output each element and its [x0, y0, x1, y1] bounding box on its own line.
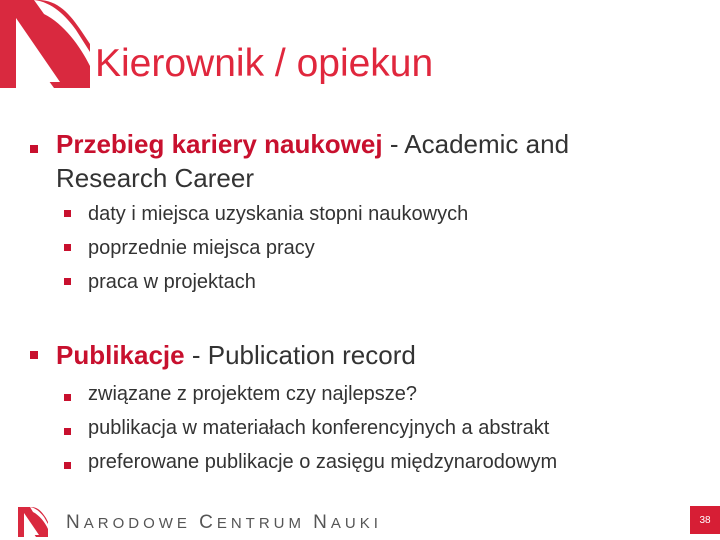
section-heading-bold: Przebieg kariery naukowej [56, 129, 383, 159]
section-heading-rest: - Academic and [382, 129, 570, 159]
footer-word: ENTRUM [216, 515, 305, 532]
footer-initial: C [199, 512, 217, 533]
bullet-marker [30, 145, 38, 153]
page-number: 38 [690, 506, 720, 534]
section-heading-line2: Research Career [56, 163, 254, 193]
footer-org-name [66, 512, 382, 534]
bullet-marker [64, 244, 71, 251]
footer-word: ARODOWE [83, 515, 191, 532]
list-item: preferowane publikacje o zasięgu międzynarodowym [88, 451, 558, 473]
bullet-marker [64, 278, 71, 285]
section-heading-rest: - Publication record [184, 340, 416, 370]
section-heading [56, 127, 656, 195]
slide-title: Kierownik / opiekun [95, 42, 434, 85]
list-item: poprzednie miejsca pracy [88, 237, 315, 259]
list-item: daty i miejsca uzyskania stopni naukowych [88, 203, 469, 225]
bullet-marker [64, 394, 71, 401]
section-heading [56, 338, 656, 372]
bullet-marker [64, 210, 71, 217]
footer-initial: N [313, 512, 331, 533]
ncn-footer-logo [18, 507, 48, 537]
bullet-marker [64, 428, 71, 435]
footer-initial: N [66, 512, 84, 533]
footer-word: AUKI [330, 515, 382, 532]
ncn-logo [0, 0, 90, 88]
bullet-marker [64, 462, 71, 469]
bullet-marker [30, 351, 38, 359]
list-item: publikacja w materiałach konferencyjnych a abstrakt [88, 417, 550, 439]
list-item: związane z projektem czy najlepsze? [88, 383, 418, 405]
section-heading-bold: Publikacje [56, 340, 185, 370]
list-item: praca w projektach [88, 271, 256, 293]
